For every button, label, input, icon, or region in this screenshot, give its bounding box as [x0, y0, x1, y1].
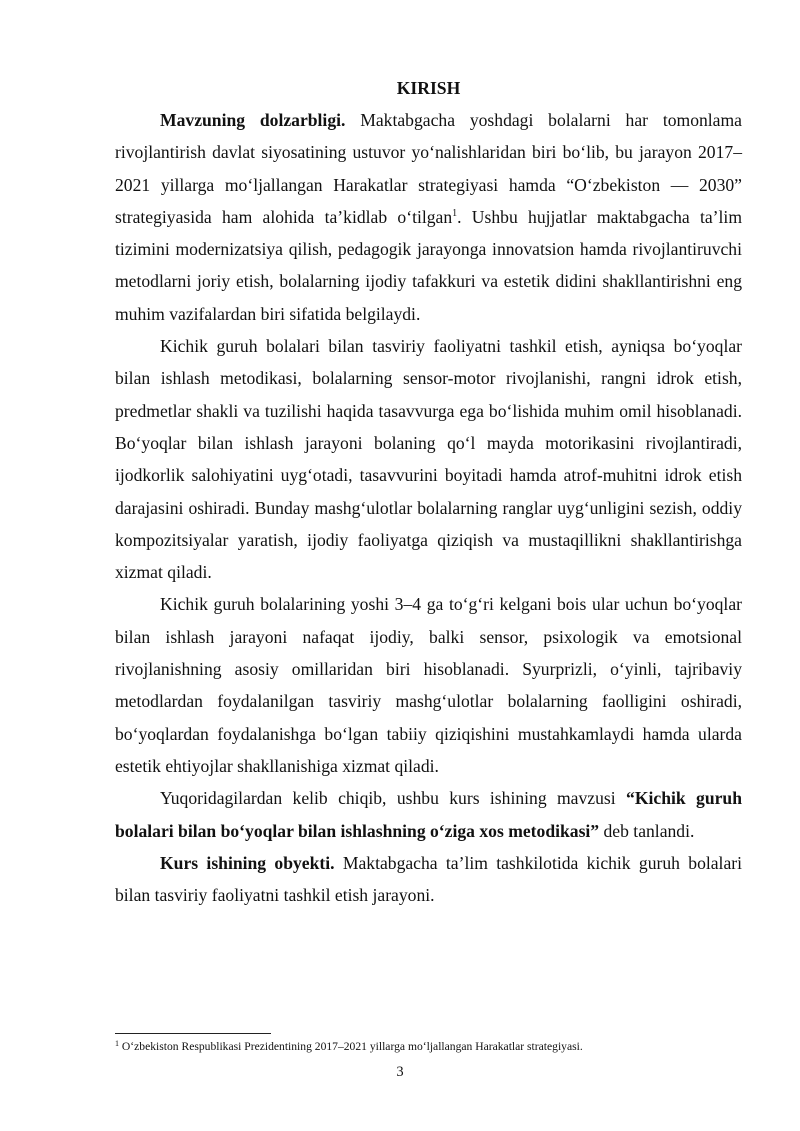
paragraph-object [115, 847, 742, 912]
relevance-lead: Mavzuning dolzarbligi. [160, 110, 346, 130]
page-number: 3 [396, 1064, 404, 1080]
paragraph-topic [115, 782, 742, 847]
relevance-text-b: . Ushbu hujjatlar maktabgacha ta’lim tizimini modernizatsiya qilish, pedagogik jarayonga innovatsion hamda rivojlantiruvchi metodlarni joriy etish, bolalarning ijodiy tafakkuri va estetik didini shakllantirishni eng muhim vazifalardan biri sifatida belgilaydi. [115, 206, 742, 324]
topic-text-a: Yuqoridagilardan kelib chiqib, ushbu kurs ishining mavzusi [160, 788, 627, 809]
footnote-reference[interactable]: 1 [452, 207, 458, 219]
paragraph-relevance [115, 104, 742, 330]
footnote-divider [115, 1033, 271, 1034]
page-title: KIRISH [396, 78, 461, 98]
footnote-text: O‘zbekiston Respublikasi Prezidentining 2017–2021 yillarga mo‘ljallangan Harakatlar strategiyasi. [119, 1040, 583, 1053]
paragraph-methods: Kichik guruh bolalari bilan tasviriy faoliyatni tashkil etish, ayniqsa bo‘yoqlar bilan ishlash metodikasi, bolalarning sensor-motor rivojlanishi, rangni idrok etish, predmetlar shakli va tuzilishi haqida tasavvurga ega bo‘lishida muhim omil hisoblanadi. Bo‘yoqlar bilan ishlash jarayoni bolaning qo‘l mayda motorikasini rivojlantiradi, ijodkorlik salohiyatini uyg‘otadi, tasavvurini boyitadi hamda atrof-muhitni idrok etish darajasini oshiradi. Bunday mashg‘ulotlar bolalarning ranglar uyg‘unligini sezish, oddiy kompozitsiyalar yaratish, ijodiy faoliyatga qiziqish va mustaqillikni shakllantirishga xizmat qiladi. [115, 336, 742, 583]
object-text: Maktabgacha ta’lim tashkilotida kichik guruh bolalari bilan tasviriy faoliyatni tashkil etish jarayoni. [115, 852, 743, 906]
paragraph-age-group: Kichik guruh bolalarining yoshi 3–4 ga to‘g‘ri kelgani bois ular uchun bo‘yoqlar bilan ishlash jarayoni nafaqat ijodiy, balki sensor, psixologik va emotsional rivojlanishning asosiy omillaridan biri hisoblanadi. Syurprizli, o‘yinli, tajribaviy metodlardan foydalanilgan tasviriy mashg‘ulotlar bolalarning faolligini oshiradi, bo‘yoqlardan foydalanishga bo‘lgan tabiiy qiziqishini mustahkamlaydi hamda ularda estetik ehtiyojlar shakllanishiga xizmat qiladi. [115, 594, 742, 776]
course-topic: “Kichik guruh bolalari bilan bo‘yoqlar bilan ishlashning o‘ziga xos metodikasi” [115, 788, 742, 841]
topic-text-b: deb tanlandi. [599, 820, 695, 841]
footnote [115, 1039, 742, 1055]
footnote-marker: 1 [115, 1039, 119, 1048]
relevance-text-a: Maktabgacha yoshdagi bolalarni har tomonlama rivojlantirish davlat siyosatining ustuvor yo‘nalishlaridan biri bo‘lib, bu jarayon 2017–2021 yillarga mo‘ljallangan Harakatlar strategiyasi hamda “O‘zbekiston — 2030” strategiyasida ham alohida ta’kidlab o‘tilgan [115, 110, 742, 227]
body-text [115, 72, 742, 911]
object-lead: Kurs ishining obyekti. [160, 852, 335, 873]
